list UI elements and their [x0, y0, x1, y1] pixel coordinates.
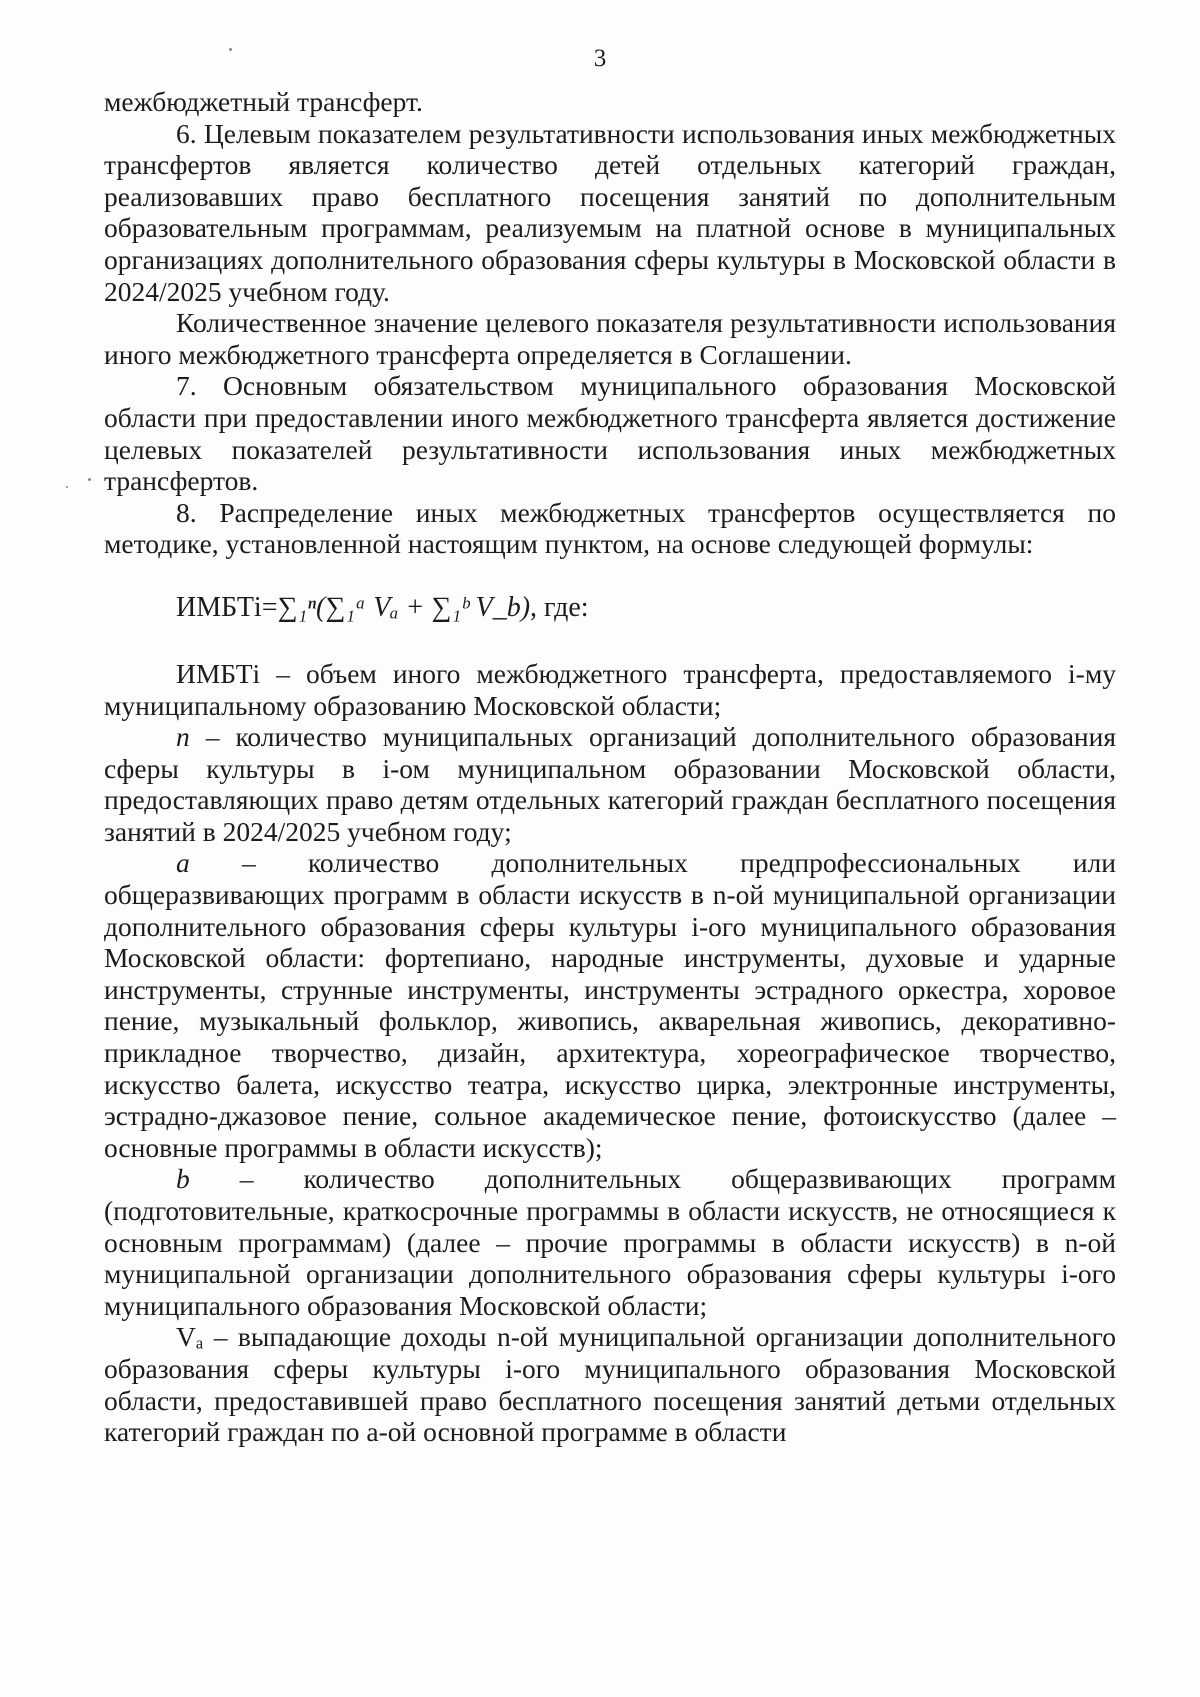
definition-text: – количество дополнительных общеразвивающих программ (подготовительные, краткосрочные программы в области искусств, не относящиеся к основным программам) (далее – прочие программы в области искусств) в n-ой муниципальной организации дополнительного образования сферы культуры i-ого муниципального образования Московской области; — [104, 1163, 1116, 1321]
definition-text: – количество дополнительных предпрофессиональных или общеразвивающих программ в области искусств в n-ой муниципальной организации дополнительного образования сферы культуры i-ого муниципального образования Московской области: фортепиано, народные инструменты, духовые и ударные инструменты, струнные инструменты, инструменты эстрадного оркестра, хоровое пение, музыкальный фольклор, живопись, акварельная живопись, декоративно-прикладное творчество, дизайн, архитектура, хореографическое творчество, искусство балета, искусство театра, искусство цирка, электронные инструменты, эстрадно-джазовое пение, сольное академическое пение, фотоискусство (далее – основные программы в области искусств); — [104, 847, 1116, 1163]
document-body — [104, 86, 1116, 1448]
definition-imbti — [104, 658, 1116, 721]
page-number: 3 — [593, 45, 607, 72]
paragraph-target-value: Количественное значение целевого показателя результативности использования иного межбюджетного трансферта определяется в Соглашении. — [104, 307, 1116, 370]
formula-lhs: ИМБТi= — [176, 591, 278, 623]
scan-speck — [88, 478, 91, 481]
paragraph-continuation: межбюджетный трансферт. — [104, 86, 423, 117]
paragraph-item-8: 8. Распределение иных межбюджетных трансфертов осуществляется по методике, установленной настоящим пунктом, на основе следующей формулы: — [104, 496, 1116, 560]
definition-symbol: a — [176, 847, 190, 879]
definition-text: – количество муниципальных организаций дополнительного образования сферы культуры в i-ом муниципальном образовании Московской области, предоставляющих право детям отдельных категорий граждан бесплатного посещения занятий в 2024/2025 учебном году; — [104, 721, 1116, 847]
distribution-formula — [104, 588, 1116, 628]
definition-b — [104, 1163, 1116, 1321]
definition-n — [104, 721, 1116, 847]
definition-symbol: Vₐ — [176, 1321, 204, 1353]
definition-symbol: n — [176, 721, 190, 753]
definition-symbol: b — [176, 1163, 190, 1195]
formula-suffix: , где: — [530, 591, 589, 623]
formula-expression: ∑₁ⁿ(∑₁ᵃ Vₐ + ∑₁ᵇ V_b) — [277, 591, 531, 623]
definition-text: – выпадающие доходы n-ой муниципальной организации дополнительного образования сферы культуры i-ого муниципального образования Московской области, предоставившей право бесплатного посещения занятий детьми отдельных категорий граждан по a-ой основной программе в области — [104, 1321, 1116, 1448]
paragraph-item-7: 7. Основным обязательством муниципального образования Московской области при предоставлении иного межбюджетного трансферта является достижение целевых показателей результативности использования иных межбюджетных трансфертов. — [104, 370, 1116, 497]
definition-a — [104, 847, 1116, 1163]
definition-symbol: ИМБТi — [176, 657, 261, 689]
paragraph-item-6: 6. Целевым показателем результативности использования иных межбюджетных трансфертов является количество детей отдельных категорий граждан, реализовавших право бесплатного посещения занятий по дополнительным образовательным программам, реализуемым на платной основе в муниципальных организациях дополнительного образования сферы культуры в Московской области в 2024/2025 учебном году. — [104, 117, 1116, 307]
scan-speck — [66, 486, 68, 488]
definition-text: – объем иного межбюджетного трансферта, предоставляемого i-му муниципальному образованию Московской области; — [104, 657, 1116, 721]
definition-va — [104, 1321, 1116, 1447]
scan-speck — [229, 48, 232, 51]
